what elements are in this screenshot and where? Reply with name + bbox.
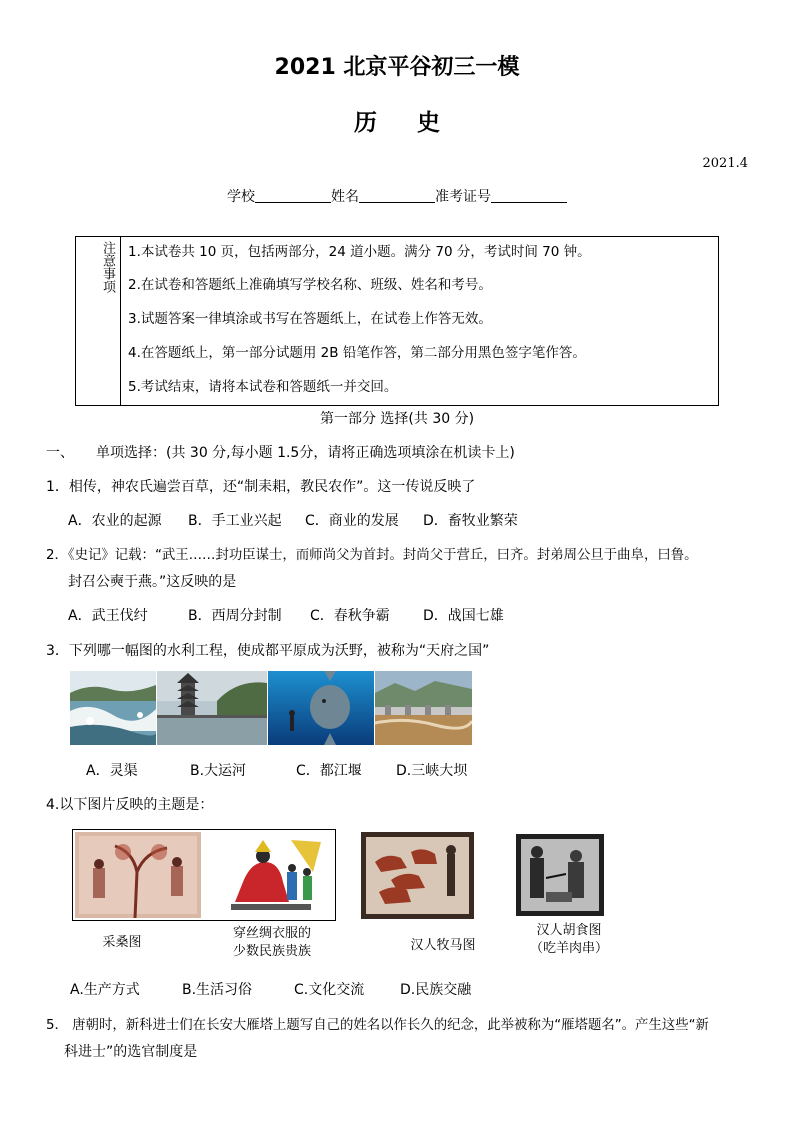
notice-item: 1.本试卷共 10 页，包括两部分，24 道小题。满分 70 分，考试时间 70 钟。 [128,244,591,260]
notice-item: 3.试题答案一律填涂或书写在答题纸上，在试卷上作答无效。 [128,311,492,327]
q1-option-a: A．农业的起源 [68,513,162,529]
caption-silk-noble-line1: 穿丝绸衣服的 [232,926,311,941]
exam-title: 2021 北京平谷初三一模 [274,55,520,80]
name-blank [359,188,435,203]
caption-silk-noble-line2: 少数民族贵族 [232,944,311,959]
herding-horses-painting [361,832,474,919]
q1-option-d: D．畜牧业繁荣 [423,513,518,529]
caption-herding: 汉人牧马图 [410,938,476,953]
caption-hu-food-line1: 汉人胡食图 [536,923,602,938]
q1-option-c: C．商业的发展 [305,513,399,529]
notice-box [75,236,719,406]
q2-option-d: D．战国七雄 [423,608,504,624]
notice-item: 2.在试卷和答题纸上准确填写学校名称、班级、姓名和考号。 [128,277,492,293]
question-2-line1: 2．《史记》记载：“武王……封功臣谋士，而师尚父为首封。封尚父于营丘，曰齐。封弟周公旦于曲阜，曰鲁。 [46,548,698,563]
q3-option-a: A．灵渠 [86,763,138,779]
question-1: 1．相传，神农氏遍尝百草，还“制耒耜，教民农作”。这一传说反映了 [46,479,476,495]
three-gorges-dam-photo [375,671,472,745]
section-number: 一、 [46,445,74,461]
q4-option-d: D.民族交融 [400,982,472,998]
exam-date: 2021.4 [702,156,748,171]
name-label: 姓名 [331,189,359,205]
q4-option-a: A.生产方式 [70,982,140,998]
q3-option-c: C．都江堰 [296,763,362,779]
dujiangyan-photo [268,671,374,745]
q3-option-d: D.三峡大坝 [396,763,468,779]
q4-option-b: B.生活习俗 [182,982,253,998]
question-5-line2: 科进士”的选官制度是 [64,1044,198,1060]
question-2-line2: 封召公奭于燕。”这反映的是 [68,574,237,590]
caption-mulberry: 采桑图 [102,935,142,950]
exam-id-blank [491,188,567,203]
question-4: 4.以下图片反映的主题是： [46,797,214,813]
caption-hu-food-line2: （吃羊肉串） [529,941,608,956]
q2-option-b: B．西周分封制 [188,608,282,624]
q2-option-a: A．武王伐纣 [68,608,148,624]
lingqu-photo [70,671,156,745]
student-info-line [0,186,794,206]
school-blank [255,188,331,203]
q2-option-c: C．春秋争霸 [310,608,390,624]
school-label: 学校 [227,189,255,205]
q4-option-c: C.文化交流 [294,982,365,998]
silk-clothed-noble-painting [221,832,331,918]
question-3: 3．下列哪一幅图的水利工程，使成都平原成为沃野，被称为“天府之国” [46,643,490,659]
notice-item: 4.在答题纸上，第一部分试题用 2B 铅笔作答，第二部分用黑色签字笔作答。 [128,345,586,361]
picture-frame-1 [72,829,336,921]
q1-option-b: B．手工业兴起 [188,513,282,529]
question-5-line1: 5． 唐朝时，新科进士们在长安大雁塔上题写自己的姓名以作长久的纪念，此举被称为“雁塔题名”。产生这些“新 [46,1018,709,1033]
q3-option-b: B.大运河 [190,763,247,779]
subject-title: 历史 [354,110,480,136]
part1-title: 第一部分 选择(共 30 分) [319,411,475,427]
notice-item: 5.考试结束，请将本试卷和答题纸一并交回。 [128,379,398,395]
grand-canal-photo [157,671,267,745]
mulberry-picking-painting [75,832,201,918]
section-instructions: 单项选择：(共 30 分,每小题 1.5分，请将正确选项填涂在机读卡上) [96,445,515,461]
notice-label: 注意事项 [100,241,115,293]
hu-food-painting [516,834,604,916]
notice-label-cell [76,237,121,405]
exam-id-label: 准考证号 [435,189,491,205]
